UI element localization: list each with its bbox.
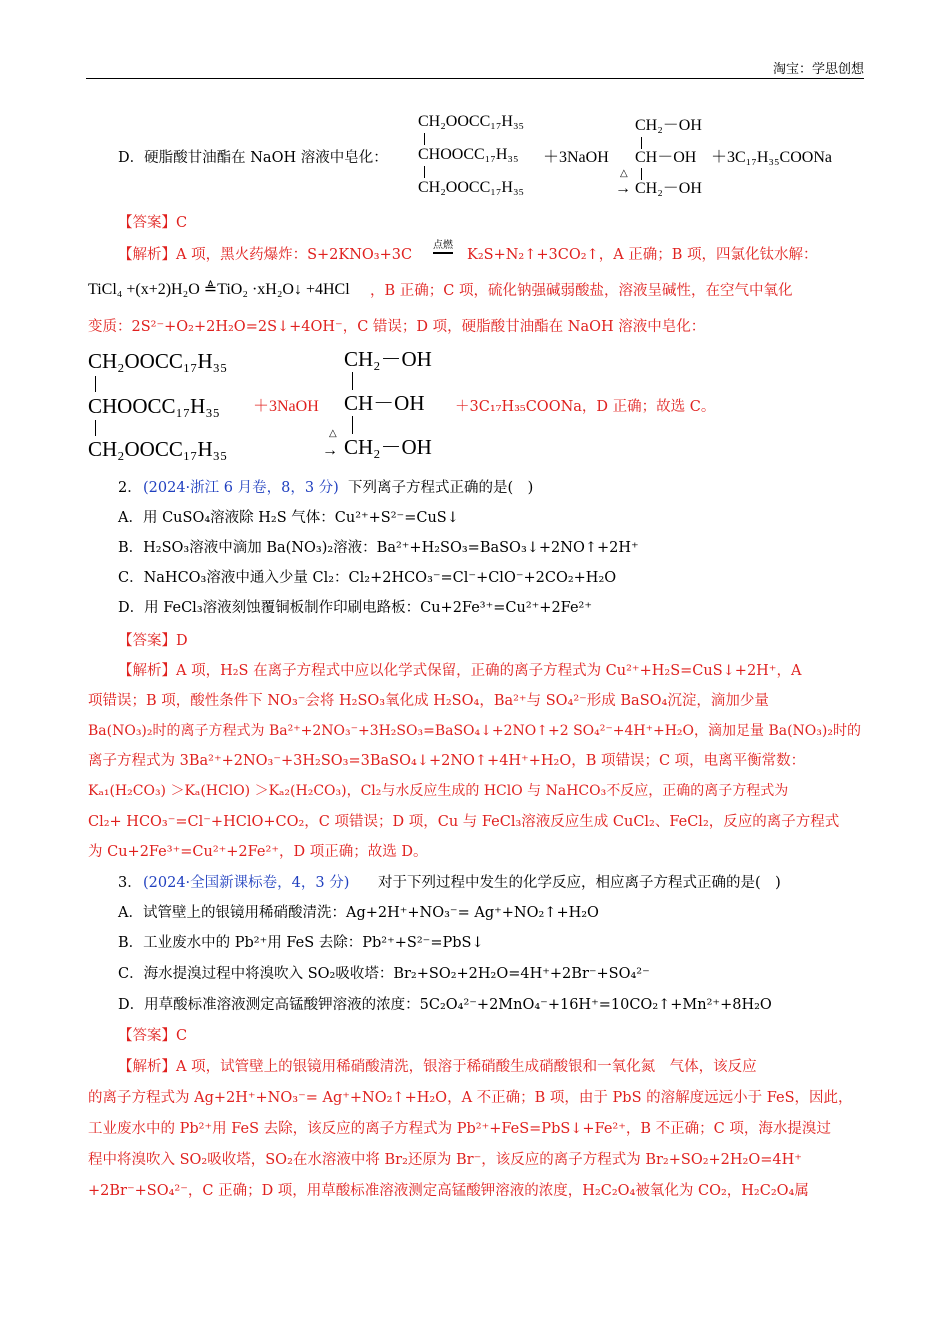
big-product-line-1: CH₂－OH (344, 347, 432, 371)
explanation-line: 工业废水中的 Pb²⁺用 FeS 去除，该反应的离子方程式为 Pb²⁺+FeS=PbS↓+Fe²⁺，B 不正确；C 项，海水提溴过 (88, 1121, 831, 1137)
explanation-line: Kₐ₁(H₂CO₃) ＞Kₐ(HClO) ＞Kₐ₂(H₂CO₃)，Cl₂与水反应生成的 HClO 与 NaHCO₃不反应，正确的离子方程式为 (88, 783, 789, 799)
reaction-condition: 点燃 (433, 240, 453, 254)
explanation-line: +2Br⁻+SO₄²⁻，C 正确；D 项，用草酸标准溶液测定高锰酸钾溶液的浓度，H₂C₂O₄被氧化为 CO₂，H₂C₂O₄属 (88, 1183, 809, 1199)
question-number: 3． (118, 875, 142, 891)
explanation-line: 变质：2S²⁻+O₂+2H₂O=2S↓+4OH⁻，C 错误；D 项，硬脂酸甘油酯在 NaOH 溶液中皂化： (88, 319, 706, 335)
hydrolysis-equation: TiCl₄ +(x+2)H₂O ≜TiO₂ ·xH₂O↓ +4HCl (88, 281, 350, 298)
option-c: C．海水提溴过程中将溴吹入 SO₂吸收塔：Br₂+SO₂+2H₂O=4H⁺+2Br⁻+SO₄²⁻ (118, 966, 650, 982)
reaction-arrow: → (615, 180, 631, 197)
explanation-line: 【解析】A 项，H₂S 在离子方程式中应以化学式保留，正确的离子方程式为 Cu²⁺+H₂S=CuS↓+2H⁺，A (118, 663, 802, 679)
explanation-line: 【解析】A 项，黑火药爆炸：S+2KNO₃+3C (118, 247, 413, 263)
option-c: C．NaHCO₃溶液中通入少量 Cl₂：Cl₂+2HCO₃⁻=Cl⁻+ClO⁻+2CO₂+H₂O (118, 570, 617, 586)
question-source: (2024·浙江 6 月卷，8，3 分) (143, 480, 339, 496)
reactant-line-3: CH₂OOCC₁₇H₃₅ (418, 179, 525, 196)
product-line-1: CH₂－OH (635, 117, 702, 134)
reactant-line-1: CH₂OOCC₁₇H₃₅ (418, 113, 525, 130)
option-a: A．用 CuSO₄溶液除 H₂S 气体：Cu²⁺+S²⁻=CuS↓ (118, 510, 459, 526)
explanation-line: 【解析】A 项，试管壁上的银镜用稀硝酸清洗，银溶于稀硝酸生成硝酸银和一氧化氮 气体，该反应 (118, 1059, 757, 1075)
option-b: B．H₂SO₃溶液中滴加 Ba(NO₃)₂溶液：Ba²⁺+H₂SO₃=BaSO₃↓+2NO↑+2H⁺ (118, 540, 639, 556)
reactant-line-2: CHOOCC₁₇H₃₅ (418, 146, 519, 163)
product-line-3: CH₂－OH (635, 180, 702, 197)
product-line-2: CH－OH (635, 149, 697, 166)
answer-label: 【答案】C (118, 215, 188, 231)
explanation-tail: ＋3C₁₇H₃₅COONa，D 正确；故选 C。 (455, 399, 716, 415)
explanation-line: 程中将溴吹入 SO₂吸收塔，SO₂在水溶液中将 Br₂还原为 Br⁻，该反应的离子方程式为 Br₂+SO₂+2H₂O=4H⁺ (88, 1152, 802, 1168)
header-text: 淘宝：学思创想 (772, 62, 864, 77)
bond-line (95, 376, 96, 392)
header-rule (86, 78, 864, 79)
explanation-line: ，B 正确；C 项，硫化钠强碱弱酸盐，溶液呈碱性，在空气中氧化 (370, 283, 793, 299)
option-d: D．用草酸标准溶液测定高锰酸钾溶液的浓度：5C₂O₄²⁻+2MnO₄⁻+16H⁺=10CO₂↑+Mn²⁺+8H₂O (118, 997, 772, 1013)
heat-symbol: △ (620, 168, 628, 179)
answer-label: 【答案】C (118, 1028, 188, 1044)
big-plus-naoh: ＋3NaOH (253, 398, 319, 415)
big-product-line-3: CH₂－OH (344, 435, 432, 459)
reaction-arrow: → (322, 442, 338, 459)
question-number: 2． (118, 480, 142, 496)
question-stem: 下列离子方程式正确的是( ) (348, 480, 534, 496)
option-b: B．工业废水中的 Pb²⁺用 FeS 去除：Pb²⁺+S²⁻=PbS↓ (118, 935, 484, 951)
plus-naoh: ＋3NaOH (543, 149, 609, 166)
question-source: (2024·全国新课标卷，4，3 分) (143, 875, 350, 891)
answer-label: 【答案】D (118, 633, 188, 649)
explanation-line: 的离子方程式为 Ag+2H⁺+NO₃⁻= Ag⁺+NO₂↑+H₂O，A 不正确；B 项，由于 PbS 的溶解度远远小于 FeS，因此， (88, 1090, 853, 1106)
big-reactant-line-3: CH₂OOCC₁₇H₃₅ (88, 437, 228, 461)
plus-salt: ＋3C₁₇H₃₅COONa (711, 149, 832, 166)
explanation-line: Cl₂+ HCO₃⁻=Cl⁻+HClO+CO₂，C 项错误；D 项，Cu 与 FeCl₃溶液反应生成 CuCl₂、FeCl₂，反应的离子方程式 (88, 814, 840, 830)
question-stem: 对于下列过程中发生的化学反应，相应离子方程式正确的是( ) (378, 875, 781, 891)
explanation-line: 为 Cu+2Fe³⁺=Cu²⁺+2Fe²⁺，D 项正确；故选 D。 (88, 844, 428, 860)
explanation-line: Ba(NO₃)₂时的离子方程式为 Ba²⁺+2NO₃⁻+3H₂SO₃=BaSO₄↓+2NO↑+2 SO₄²⁻+4H⁺+H₂O，滴加足量 Ba(NO₃)₂时的 (88, 723, 861, 739)
heat-symbol: △ (329, 428, 337, 439)
big-product-line-2: CH－OH (344, 391, 425, 415)
option-a: A．试管壁上的银镜用稀硝酸清洗：Ag+2H⁺+NO₃⁻= Ag⁺+NO₂↑+H₂O (118, 905, 599, 921)
explanation-line: K₂S+N₂↑+3CO₂↑，A 正确；B 项，四氯化钛水解： (467, 247, 818, 263)
option-d-label: D．硬脂酸甘油酯在 NaOH 溶液中皂化： (118, 150, 388, 166)
big-reactant-line-2: CHOOCC₁₇H₃₅ (88, 394, 220, 418)
explanation-line: 离子方程式为 3Ba²⁺+2NO₃⁻+3H₂SO₃=3BaSO₄↓+2NO↑+4H⁺+H₂O，B 项错误；C 项，电离平衡常数： (88, 753, 806, 769)
explanation-line: 项错误；B 项，酸性条件下 NO₃⁻会将 H₂SO₃氧化成 H₂SO₄，Ba²⁺与 SO₄²⁻形成 BaSO₄沉淀，滴加少量 (88, 693, 769, 709)
big-reactant-line-1: CH₂OOCC₁₇H₃₅ (88, 349, 228, 373)
option-d: D．用 FeCl₃溶液刻蚀覆铜板制作印刷电路板：Cu+2Fe³⁺=Cu²⁺+2Fe²⁺ (118, 600, 592, 616)
